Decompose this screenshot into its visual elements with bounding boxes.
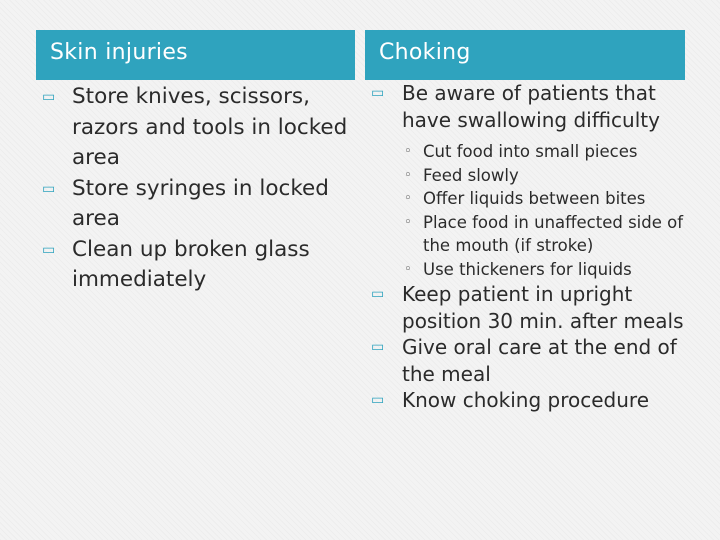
sub-list-item	[366, 187, 685, 211]
bullet-icon: ▭	[42, 241, 56, 258]
choking-sub-list	[366, 140, 685, 281]
sub-list-item-text: Offer liquids between bites	[423, 189, 646, 208]
sub-list-item-text: Cut food into small pieces	[423, 142, 638, 161]
list-item	[36, 174, 355, 235]
bullet-icon: ▭	[42, 180, 56, 197]
bullet-icon: ▭	[371, 392, 385, 408]
left-column	[36, 30, 355, 296]
list-item-text: Store knives, scissors, razors and tools in locked area	[72, 84, 348, 170]
list-item	[365, 281, 685, 334]
list-item	[365, 387, 685, 414]
sub-bullet-icon: ◦	[404, 191, 412, 206]
list-item-text: Keep patient in upright position 30 min. after meals	[402, 282, 684, 333]
bullet-icon: ▭	[42, 89, 56, 105]
skin-injuries-header: Skin injuries	[36, 30, 355, 80]
list-item-text: Clean up broken glass immediately	[72, 236, 310, 292]
sub-list-item-text: Feed slowly	[423, 165, 519, 185]
sub-list-item-text: Use thickeners for liquids	[423, 259, 632, 279]
sub-list-item	[366, 140, 685, 164]
sub-list-item	[366, 164, 685, 188]
bullet-icon: ▭	[371, 286, 385, 302]
choking-list	[365, 80, 685, 414]
right-column	[365, 30, 685, 414]
list-item	[365, 80, 685, 281]
list-item-text: Give oral care at the end of the meal	[402, 335, 677, 386]
list-item-text: Store syringes in locked area	[72, 175, 329, 231]
sub-bullet-icon: ◦	[404, 167, 412, 183]
bullet-icon: ▭	[371, 85, 385, 101]
sub-bullet-icon: ◦	[404, 214, 412, 230]
list-item	[36, 235, 355, 296]
bullet-icon: ▭	[371, 339, 385, 355]
sub-list-item	[366, 258, 685, 282]
sub-bullet-icon: ◦	[404, 144, 412, 159]
sub-bullet-icon: ◦	[404, 261, 412, 277]
list-item	[365, 334, 685, 387]
choking-header: Choking	[365, 30, 685, 80]
list-item	[36, 82, 355, 174]
list-item-text: Be aware of patients that have swallowing difficulty	[402, 81, 660, 132]
sub-list-item	[366, 211, 685, 258]
skin-injuries-list	[36, 80, 355, 296]
sub-list-item-text: Place food in unaffected side of the mouth (if stroke)	[423, 212, 684, 255]
list-item-text: Know choking procedure	[402, 388, 649, 412]
